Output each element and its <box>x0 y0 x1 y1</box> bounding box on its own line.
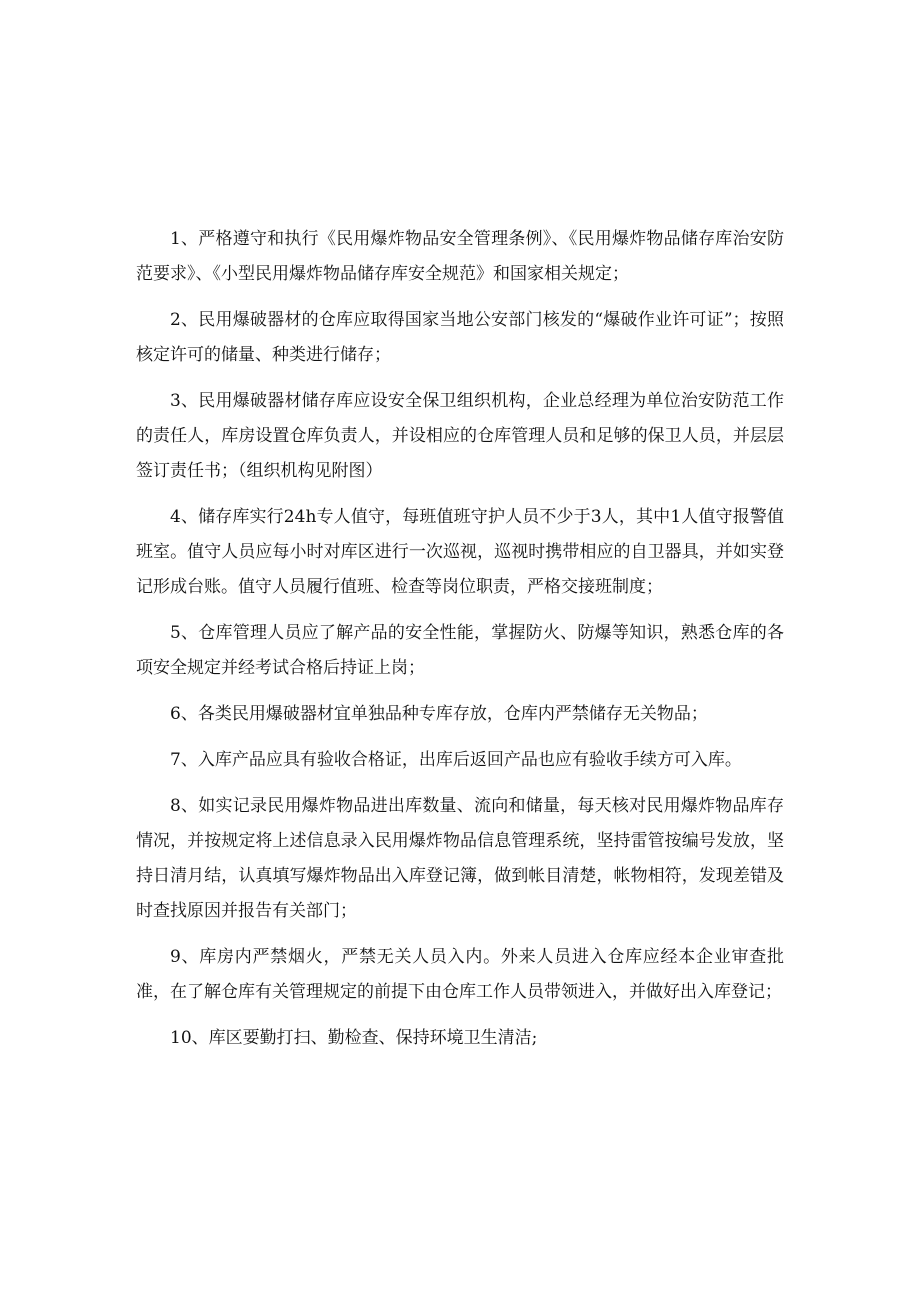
rule-paragraph-3: 3、民用爆破器材储存库应设安全保卫组织机构，企业总经理为单位治安防范工作的责任人，库房设置仓库负责人，并设相应的仓库管理人员和足够的保卫人员，并层层签订责任书；（组织机构见附图） <box>136 391 784 481</box>
rule-paragraph-1: 1、严格遵守和执行《民用爆炸物品安全管理条例》、《民用爆炸物品储存库治安防范要求》、《小型民用爆炸物品储存库安全规范》和国家相关规定； <box>136 229 784 284</box>
rule-paragraph-6: 6、各类民用爆破器材宜单独品种专库存放，仓库内严禁储存无关物品； <box>170 704 708 724</box>
rule-paragraph-9: 9、库房内严禁烟火，严禁无关人员入内。外来人员进入仓库应经本企业审查批准，在了解仓库有关管理规定的前提下由仓库工作人员带领进入，并做好出入库登记； <box>136 947 784 1002</box>
rule-paragraph-10: 10、库区要勤打扫、勤检查、保持环境卫生清洁; <box>170 1028 538 1048</box>
rule-paragraph-4: 4、储存库实行24h专人值守，每班值班守护人员不少于3人，其中1人值守报警值班室。值守人员应每小时对库区进行一次巡视，巡视时携带相应的自卫器具，并如实登记形成台账。值守人员履行值班、检查等岗位职责，严格交接班制度； <box>136 507 784 597</box>
rule-paragraph-2: 2、民用爆破器材的仓库应取得国家当地公安部门核发的“爆破作业许可证”；按照核定许可的储量、种类进行储存； <box>136 310 784 365</box>
regulation-text <box>136 222 784 1067</box>
rule-paragraph-7: 7、入库产品应具有验收合格证，出库后返回产品也应有验收手续方可入库。 <box>170 750 742 770</box>
rule-paragraph-5: 5、仓库管理人员应了解产品的安全性能，掌握防火、防爆等知识，熟悉仓库的各项安全规定并经考试合格后持证上岗； <box>136 623 784 678</box>
rule-paragraph-8: 8、如实记录民用爆炸物品进出库数量、流向和储量，每天核对民用爆炸物品库存情况，并按规定将上述信息录入民用爆炸物品信息管理系统，坚持雷管按编号发放，坚持日清月结，认真填写爆炸物品出入库登记簿，做到帐目清楚，帐物相符，发现差错及时查找原因并报告有关部门； <box>136 796 784 921</box>
